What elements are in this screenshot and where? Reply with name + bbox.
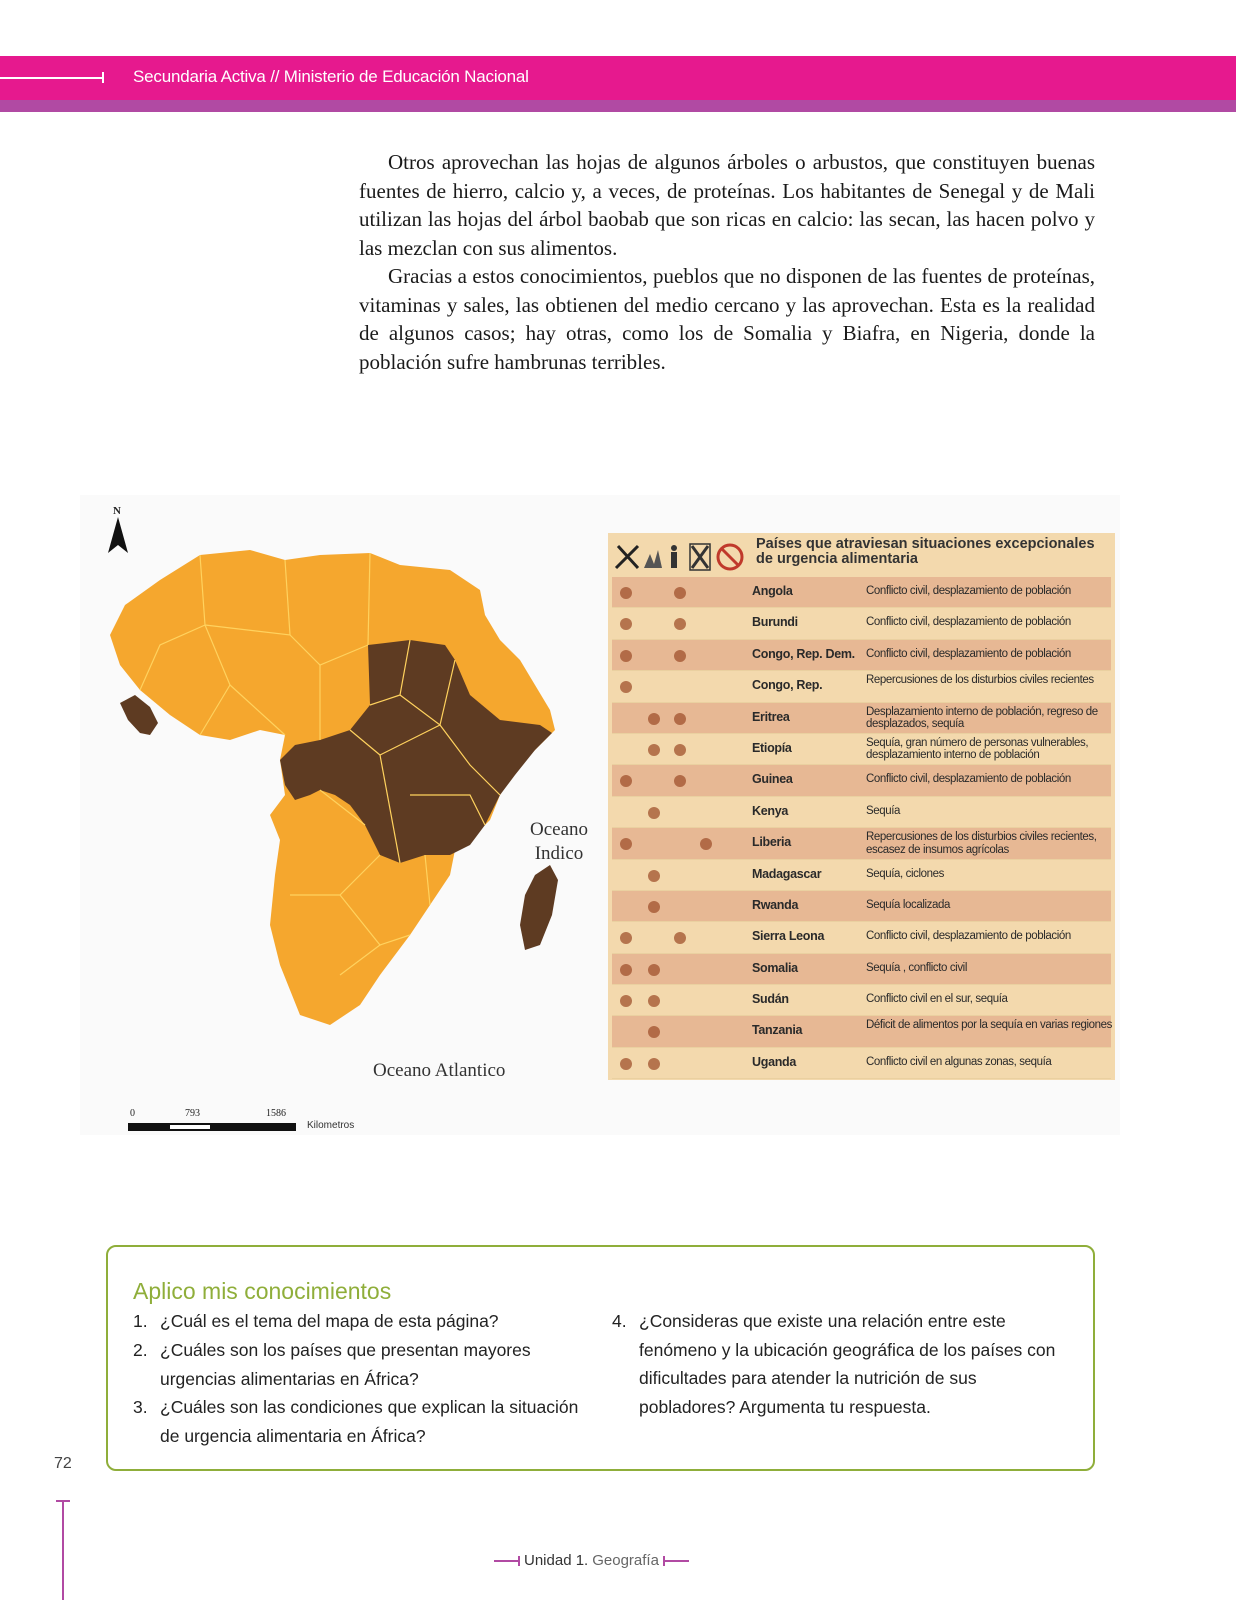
table-dot-marker <box>620 995 632 1007</box>
table-dot-marker <box>648 807 660 819</box>
table-row <box>612 954 1111 985</box>
table-dot-marker <box>674 713 686 725</box>
table-reason: Repercusiones de los disturbios civiles recientes, escasez de insumos agrícolas <box>866 831 1097 856</box>
table-country: Rwanda <box>752 897 799 912</box>
table-reason: Sequía, gran número de personas vulnerables, desplazamiento interno de población <box>866 736 1089 762</box>
left-rule <box>62 1500 64 1600</box>
table-dot-marker <box>620 650 632 662</box>
footer <box>494 1552 689 1569</box>
table-row <box>612 797 1111 828</box>
conflict-icon <box>616 546 638 568</box>
table-dot-marker <box>674 775 686 787</box>
no-food-icon <box>718 545 742 569</box>
table-dot-marker <box>648 901 660 913</box>
table-reason: Sequía , conflicto civil <box>866 961 967 974</box>
header-title: Secundaria Activa // Ministerio de Educación Nacional <box>133 67 529 86</box>
displaced-icon <box>671 545 677 568</box>
table-country: Eritrea <box>752 709 790 724</box>
table-dot-marker <box>674 650 686 662</box>
table-reason: Conflicto civil, desplazamiento de población <box>866 773 1071 786</box>
table-row <box>612 577 1111 608</box>
body-paragraph-1: Otros aprovechan las hojas de algunos árboles o arbustos, que constituyen buenas fuentes de hierro, calcio y, a veces, de proteínas. Los habitantes de Senegal y de Mali utilizan las hojas del árbol baobab que son ricas en calcio: las secan, las hacen polvo y las mezclan con sus alimentos. <box>359 150 1095 260</box>
table-header <box>608 533 1115 577</box>
table-country: Sudán <box>752 992 789 1007</box>
footer-bar-right <box>663 1560 689 1562</box>
table-reason: Sequía, ciclones <box>866 867 944 880</box>
table-dot-marker <box>648 870 660 882</box>
header-rule-tick <box>102 72 104 83</box>
body-paragraph-2: Gracias a estos conocimientos, pueblos que no disponen de las fuentes de proteínas, vitaminas y sales, las obtienen del medio cercano y las aprovechan. Esta es la realidad de algunos casos; hay otras, como los de Somalia y Biafra, en Nigeria, donde la población sufre hambrunas terribles. <box>359 264 1095 374</box>
scale-unit-label: Kilometros <box>307 1120 355 1131</box>
table-country: Liberia <box>752 835 791 850</box>
table-country: Etiopía <box>752 740 792 755</box>
table-reason: Repercusiones de los disturbios civiles recientes <box>866 674 1094 687</box>
table-dot-marker <box>620 618 632 630</box>
table-row <box>612 860 1111 891</box>
table-country: Uganda <box>752 1054 797 1069</box>
table-reason: Conflicto civil, desplazamiento de población <box>866 647 1071 660</box>
table-row <box>612 608 1111 639</box>
table-row <box>612 703 1111 734</box>
page-number: 72 <box>54 1455 72 1472</box>
table-dot-marker <box>648 1026 660 1038</box>
table-dot-marker <box>620 964 632 976</box>
table-country: Burundi <box>752 615 798 630</box>
table-row <box>612 734 1111 765</box>
table-dot-marker <box>620 1058 632 1070</box>
table-row <box>612 640 1111 671</box>
table-row <box>612 1016 1111 1047</box>
question-2: 2. ¿Cuáles son los países que presentan mayores urgencias alimentarias en África? <box>133 1340 531 1389</box>
table-reason: Conflicto civil, desplazamiento de población <box>866 930 1071 943</box>
urgency-table <box>608 533 1115 1080</box>
table-country: Tanzania <box>752 1023 803 1038</box>
table-title: Países que atraviesan situaciones excepcionales de urgencia alimentaria <box>756 536 1095 567</box>
economy-icon <box>690 544 710 570</box>
table-row <box>612 922 1111 953</box>
table-dot-marker <box>648 1058 660 1070</box>
question-1: 1. ¿Cuál es el tema del mapa de esta página? <box>133 1311 499 1331</box>
table-country: Sierra Leona <box>752 929 825 944</box>
table-dot-marker <box>620 838 632 850</box>
table-country: Somalia <box>752 960 798 975</box>
madagascar-shape <box>520 865 558 950</box>
table-reason: Conflicto civil, desplazamiento de población <box>866 585 1071 597</box>
table-dot-marker <box>674 618 686 630</box>
table-row <box>612 985 1111 1016</box>
table-row <box>612 765 1111 796</box>
table-row <box>612 891 1111 922</box>
table-dot-marker <box>620 932 632 944</box>
north-label: N <box>113 505 121 517</box>
table-country: Madagascar <box>752 866 822 881</box>
drought-icon <box>644 550 662 568</box>
table-dot-marker <box>674 587 686 599</box>
table-country: Congo, Rep. <box>752 678 823 693</box>
scale-label-max: 1586 <box>266 1108 286 1119</box>
table-reason: Sequía localizada <box>866 898 950 911</box>
table-country: Congo, Rep. Dem. <box>752 646 855 661</box>
table-reason: Déficit de alimentos por la sequía en varias regiones <box>866 1019 1113 1032</box>
north-arrow-icon <box>108 517 128 553</box>
scale-bar <box>128 1120 308 1134</box>
footer-bar-left <box>494 1560 520 1562</box>
table-dot-marker <box>648 713 660 725</box>
table-dot-marker <box>648 744 660 756</box>
table-dot-marker <box>648 995 660 1007</box>
table-dot-marker <box>620 681 632 693</box>
ocean-indico-label: Oceano Indico <box>529 819 589 864</box>
scale-label-zero: 0 <box>130 1108 135 1119</box>
table-reason: Sequía <box>866 804 901 817</box>
question-4: 4. ¿Consideras que existe una relación entre este fenómeno y la ubicación geográfica de los países con dificultades para atender la nutrición de sus pobladores? Argumenta tu respuesta. <box>612 1311 1056 1417</box>
table-dot-marker <box>674 744 686 756</box>
table-rows <box>612 577 1111 1079</box>
header-rule <box>0 77 103 79</box>
table-icon-row <box>614 540 748 572</box>
table-reason: Desplazamiento interno de población, regreso de desplazados, sequía <box>866 705 1098 731</box>
footer-unit: Unidad 1. <box>524 1552 589 1569</box>
table-country: Guinea <box>752 772 793 787</box>
footer-subject: Geografía <box>592 1552 659 1569</box>
question-3: 3. ¿Cuáles son las condiciones que explican la situación de urgencia alimentaria en África? <box>133 1397 579 1446</box>
table-row <box>612 1048 1111 1079</box>
table-dot-marker <box>674 932 686 944</box>
table-reason: Conflicto civil en algunas zonas, sequía <box>866 1055 1052 1068</box>
scale-label-mid: 793 <box>185 1108 200 1119</box>
body-text <box>359 148 1095 376</box>
table-reason: Conflicto civil, desplazamiento de población <box>866 616 1071 629</box>
table-country: Kenya <box>752 803 789 818</box>
ocean-atlantico-label: Oceano Atlantico <box>373 1060 506 1081</box>
table-dot-marker <box>700 838 712 850</box>
affected-region-west <box>120 695 158 735</box>
table-country: Angola <box>752 584 793 598</box>
table-dot-marker <box>648 964 660 976</box>
table-row <box>612 828 1111 859</box>
table-dot-marker <box>620 775 632 787</box>
table-row <box>612 671 1111 702</box>
table-reason: Conflicto civil en el sur, sequía <box>866 993 1008 1006</box>
table-dot-marker <box>620 587 632 599</box>
header-underband <box>0 100 1236 112</box>
activity-title: Aplico mis conocimientos <box>133 1278 392 1304</box>
